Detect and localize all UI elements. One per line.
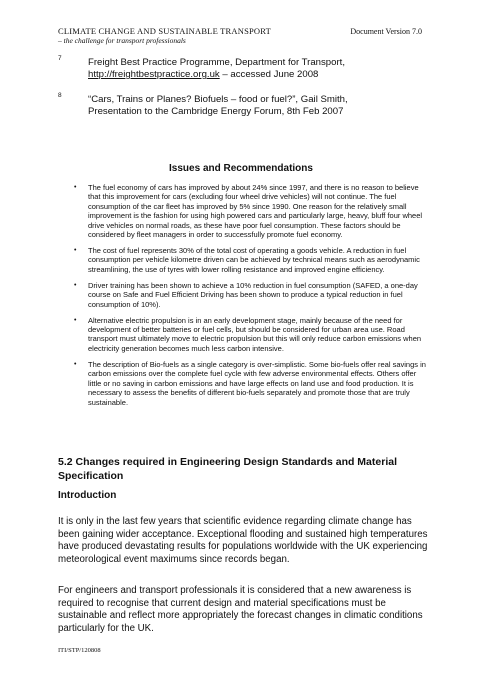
issues-heading: Issues and Recommendations <box>169 163 313 174</box>
footnote-text: – accessed June 2008 <box>219 69 319 80</box>
header-title: CLIMATE CHANGE AND SUSTAINABLE TRANSPORT <box>58 26 272 36</box>
footnote-7 <box>58 57 428 81</box>
paragraph: It is only in the last few years that scientific evidence regarding climate change has been gaining wider acceptance. Exceptional flooding and sustained high temperatures have produced devastating results for populations worldwide with the UK experiencing meteorological event maximums since records began. <box>58 516 428 565</box>
bullet-icon: • <box>74 360 77 368</box>
footnote-8 <box>58 94 428 118</box>
subsection-heading: Introduction <box>58 490 117 501</box>
list-item: • Alternative electric propulsion is in an early development stage, mainly because of the need for development of better batteries or fuel cells, but should be considered for urban area use. Road transport must ultimately move to electric propulsion but this will only reduce carbon emissions when electricity generation becomes much less carbon intensive. <box>74 315 422 353</box>
recommendations-list <box>74 183 428 414</box>
footnote-number: 8 <box>58 92 62 99</box>
document-version: Document Version 7.0 <box>350 27 422 36</box>
bullet-icon: • <box>74 316 77 324</box>
paragraph: For engineers and transport professionals it is considered that a new awareness is required to recognise that current design and material specifications must be sustainable and reflect more appropriately the forecast changes in climatic conditions particularly for the UK. <box>58 585 423 634</box>
header-subtitle: – the challenge for transport professionals <box>58 36 186 45</box>
footnote-link[interactable]: http://freightbestpractice.org.uk <box>88 69 220 80</box>
footnote-number: 7 <box>58 55 62 62</box>
footnote-text: Freight Best Practice Programme, Department for Transport, <box>88 57 345 68</box>
bullet-icon: • <box>74 281 77 289</box>
list-item: • Driver training has been shown to achieve a 10% reduction in fuel consumption (SAFED, a one-day course on Safe and Fuel Efficient Driving has been shown to produce a typical reduction in fuel consumption of 10%). <box>74 280 418 309</box>
footnote-text: “Cars, Trains or Planes? Biofuels – food or fuel?”, Gail Smith, <box>88 94 348 105</box>
footnote-text: Presentation to the Cambridge Energy Forum, 8th Feb 2007 <box>88 106 344 117</box>
bullet-icon: • <box>74 184 77 191</box>
list-item: • The fuel economy of cars has improved by about 24% since 1997, and there is no reason to believe that this improvement for cars (excluding four wheel drive vehicles) will not continue. The fuel consumption of the car fleet has improved by 5% since 1990. One reason for the relatively small improvement is the fashion for using high powered cars and particularly large, heavy, bluff four wheel drive vehicles on normal roads, as these have poor fuel consumption. These factors should be considered by fleet managers in order to successfully promote fuel economy. <box>74 183 423 240</box>
list-item: • The description of Bio-fuels as a single category is over-simplistic. Some bio-fuels offer real savings in carbon emissions over the complete fuel cycle with few adverse environmental effects. Others offer little or no saving in carbon emissions and have large effects on land use and food production. It is necessary to assess the benefits of different bio-fuels separately and promote those that are truly sustainable. <box>74 359 426 407</box>
footer-code: ITI/STP/120808 <box>58 647 101 654</box>
bullet-icon: • <box>74 247 77 255</box>
section-heading: 5.2 Changes required in Engineering Design Standards and Material Specification <box>58 456 397 482</box>
running-header <box>58 27 358 45</box>
list-item: • The cost of fuel represents 30% of the total cost of operating a goods vehicle. A reduction in fuel consumption per vehicle kilometre driven can be achieved by technical means such as aerodynamic streamlining, the use of tyres with lower rolling resistance and improved engine efficiency. <box>74 246 420 274</box>
